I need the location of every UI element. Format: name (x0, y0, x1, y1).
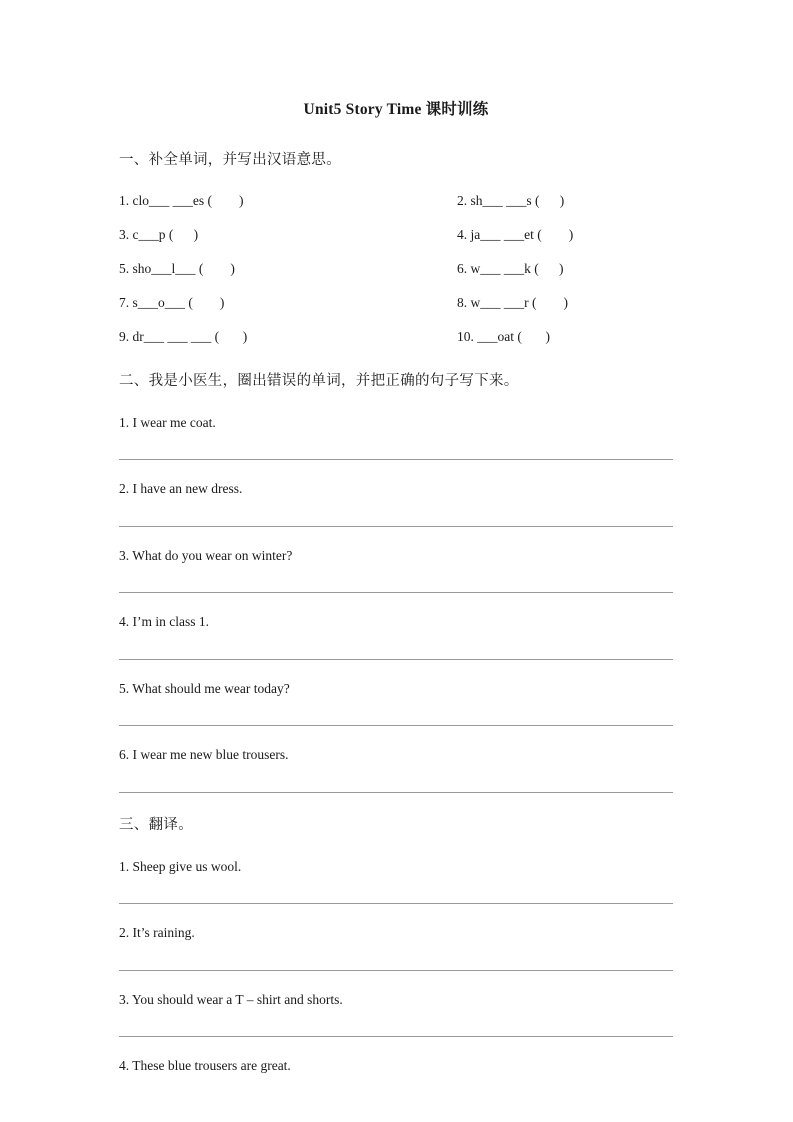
question-text-2-5: 5. What should me wear today? (119, 680, 290, 696)
section-one (119, 150, 673, 345)
answer-line-2-1[interactable] (119, 459, 673, 460)
question-item (119, 414, 673, 461)
answer-line-3-3[interactable] (119, 1036, 673, 1037)
section-two (119, 371, 673, 793)
word-item-3[interactable]: 3. c___p ( ) (119, 227, 199, 243)
question-item (119, 746, 673, 793)
word-item-9[interactable]: 9. dr___ ___ ___ ( ) (119, 328, 248, 344)
question-item (119, 858, 673, 905)
section-spacer (119, 346, 673, 371)
answer-line-2-5[interactable] (119, 725, 673, 726)
page-title: Unit5 Story Time 课时训练 (303, 101, 489, 118)
question-item (119, 680, 673, 727)
worksheet-content (119, 100, 673, 1075)
section-one-heading: 一、补全单词，并写出汉语意思。 (119, 152, 341, 169)
word-item-5[interactable]: 5. sho___l___ ( ) (119, 260, 235, 276)
correct-sentence-list (119, 414, 673, 793)
question-item (119, 480, 673, 527)
question-item (119, 613, 673, 660)
question-item (119, 1057, 673, 1075)
answer-line-2-3[interactable] (119, 592, 673, 593)
word-row (119, 193, 673, 210)
question-text-3-3: 3. You should wear a T – shirt and shorts. (119, 991, 343, 1007)
translation-list (119, 858, 673, 1075)
answer-line-2-2[interactable] (119, 526, 673, 527)
word-row (119, 295, 673, 312)
word-row (119, 261, 673, 278)
question-text-2-1: 1. I wear me coat. (119, 414, 216, 430)
question-item (119, 991, 673, 1038)
question-text-3-1: 1. Sheep give us wool. (119, 858, 242, 874)
section-three-heading: 三、翻译。 (119, 816, 193, 833)
question-text-3-2: 2. It’s raining. (119, 925, 195, 941)
section-two-heading: 二、我是小医生，圈出错误的单词，并把正确的句子写下来。 (119, 372, 519, 389)
word-item-7[interactable]: 7. s___o___ ( ) (119, 294, 225, 310)
question-item (119, 924, 673, 971)
question-text-2-6: 6. I wear me new blue trousers. (119, 747, 289, 763)
word-item-8[interactable]: 8. w___ ___r ( ) (457, 294, 568, 310)
question-text-2-4: 4. I’m in class 1. (119, 614, 209, 630)
word-completion-grid (119, 193, 673, 345)
question-text-2-2: 2. I have an new dress. (119, 481, 243, 497)
word-item-10[interactable]: 10. ___oat ( ) (457, 328, 550, 344)
answer-line-3-2[interactable] (119, 970, 673, 971)
answer-line-2-4[interactable] (119, 659, 673, 660)
section-three (119, 815, 673, 1075)
word-item-2[interactable]: 2. sh___ ___s ( ) (457, 193, 565, 209)
word-item-4[interactable]: 4. ja___ ___et ( ) (457, 227, 574, 243)
question-item (119, 547, 673, 594)
word-row (119, 227, 673, 244)
word-item-6[interactable]: 6. w___ ___k ( ) (457, 260, 564, 276)
answer-line-3-1[interactable] (119, 903, 673, 904)
word-row (119, 329, 673, 346)
word-item-1[interactable]: 1. clo___ ___es ( ) (119, 193, 244, 209)
question-text-2-3: 3. What do you wear on winter? (119, 547, 293, 563)
question-text-3-4: 4. These blue trousers are great. (119, 1058, 291, 1074)
section-spacer (119, 793, 673, 815)
